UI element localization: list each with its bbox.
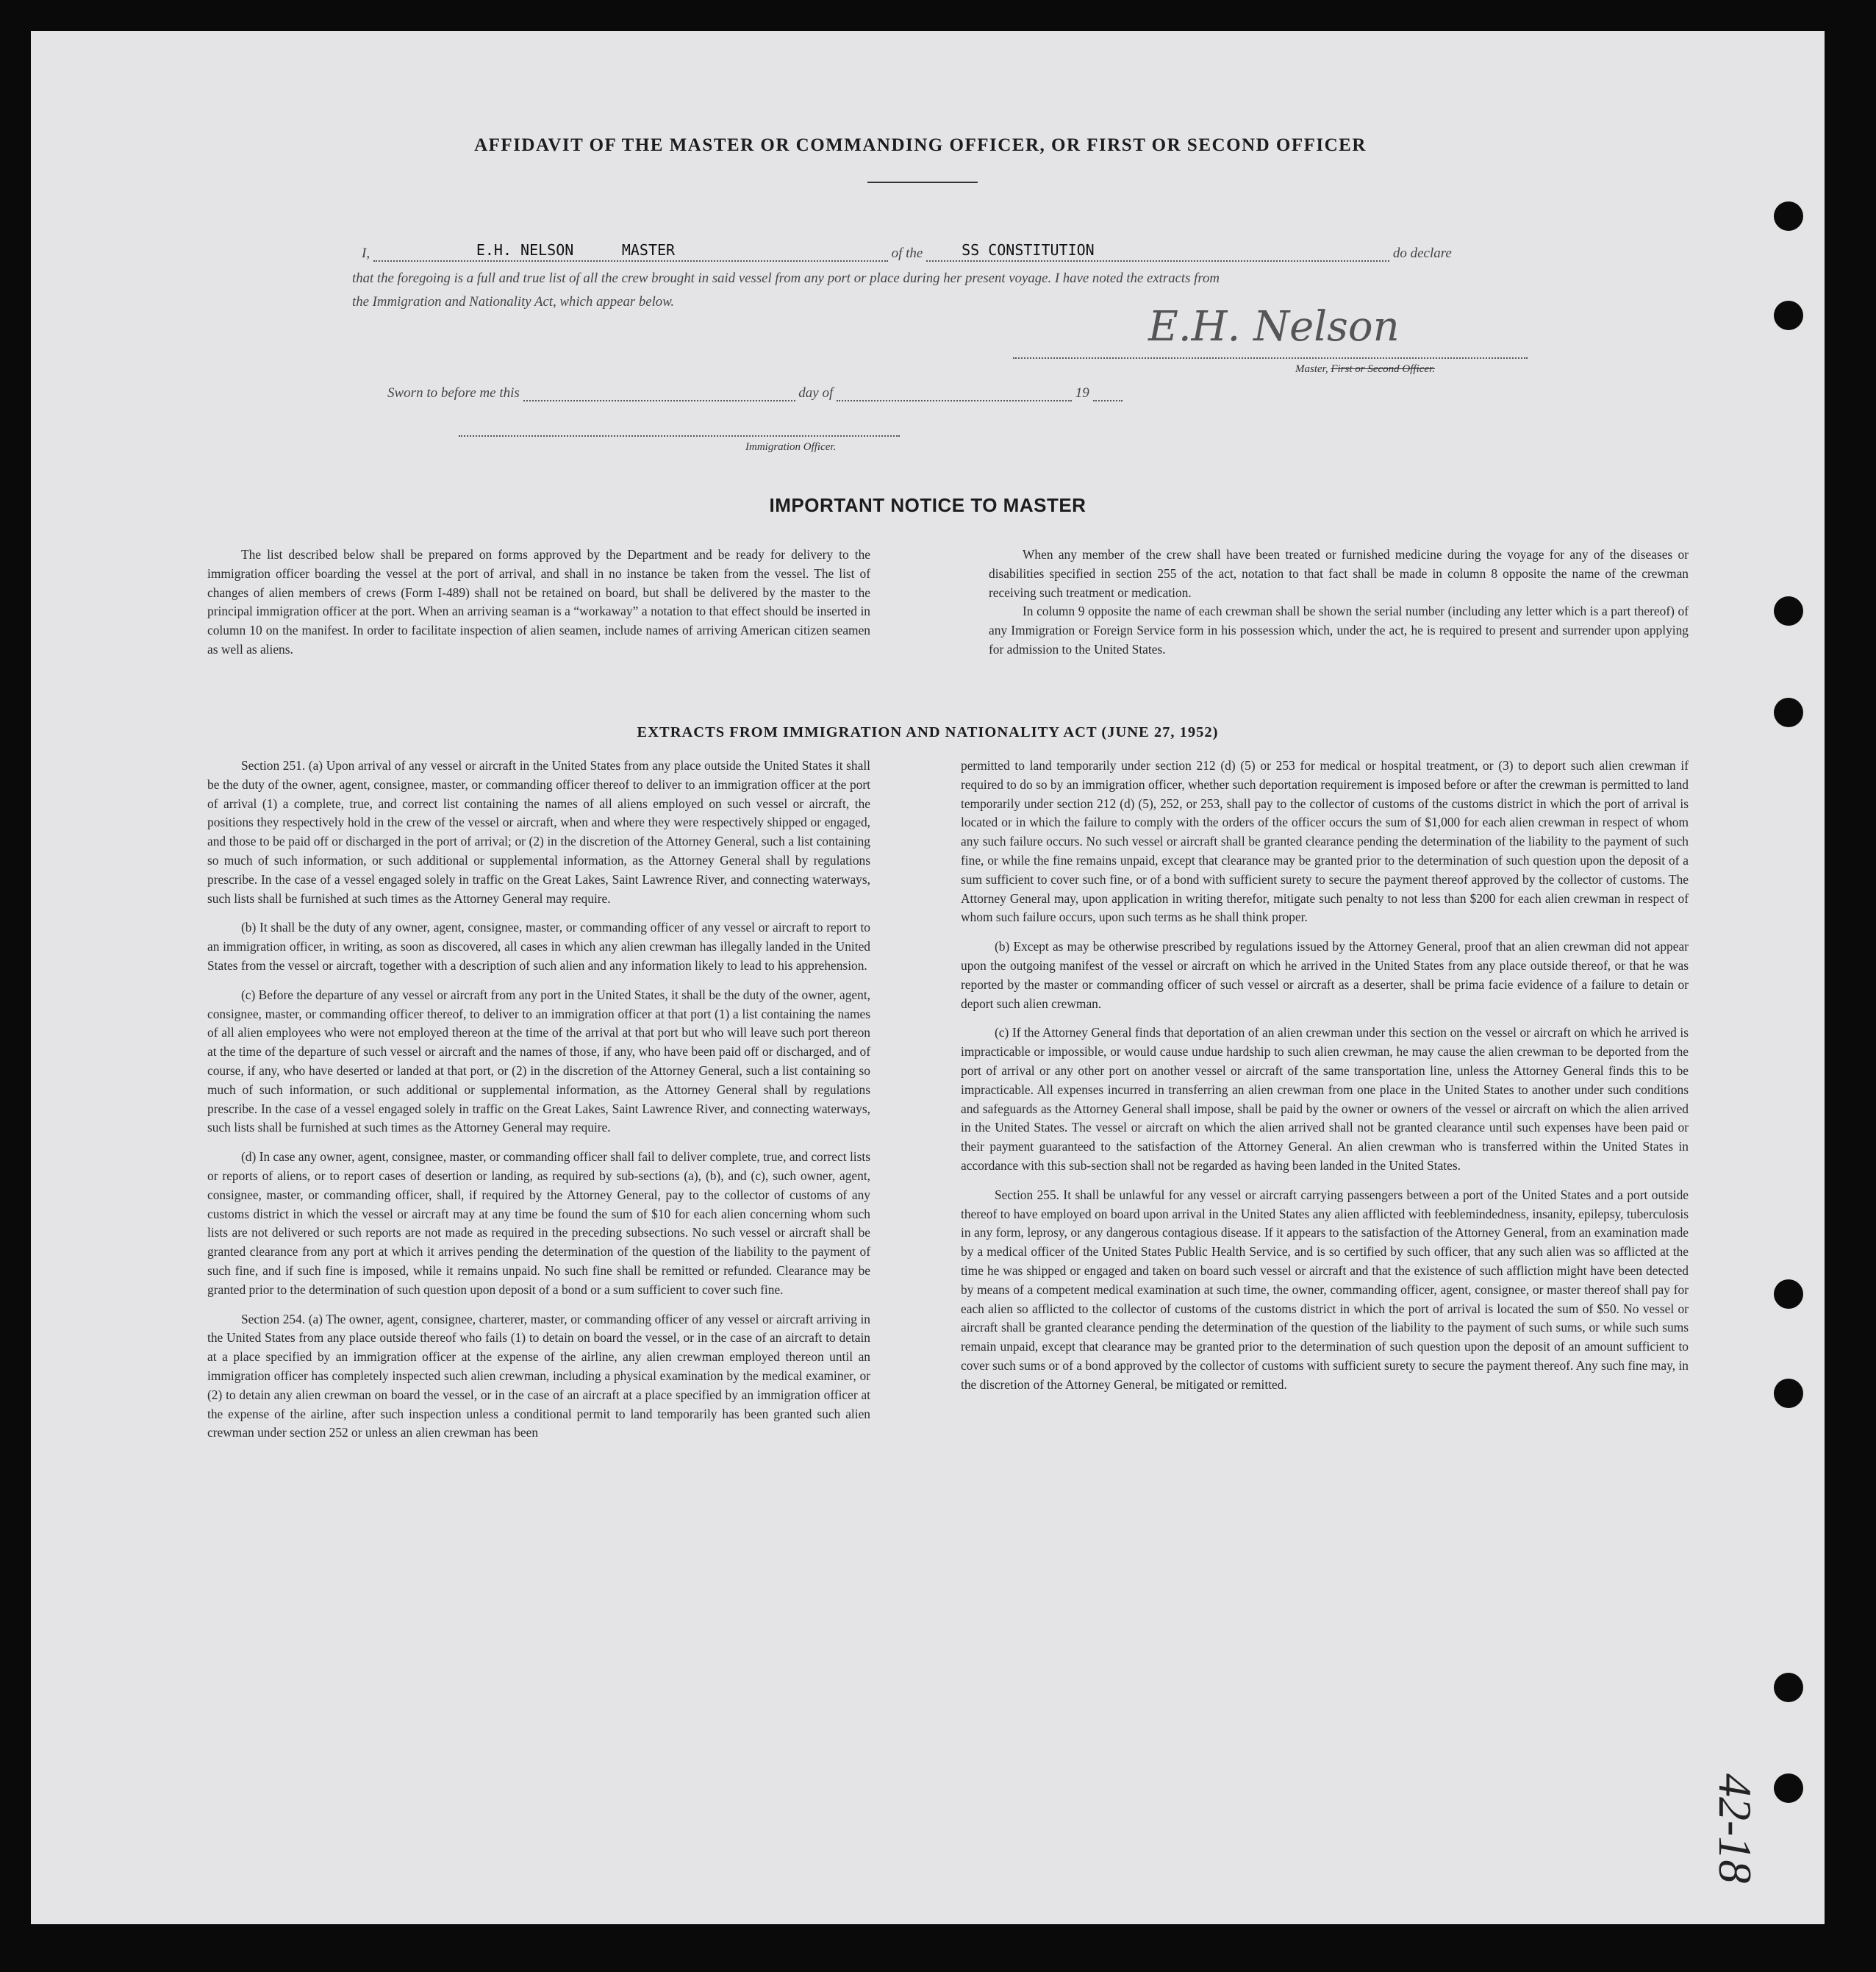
- punch-hole: [1774, 301, 1803, 330]
- punch-hole: [1774, 596, 1803, 626]
- vessel-field: [926, 241, 1389, 262]
- declarant-line: [362, 241, 1452, 262]
- do-declare-label: do declare: [1392, 246, 1452, 261]
- section-paragraph: (b) Except as may be otherwise prescribed by regulations issued by the Attorney General, proof that an alien crewman did not appear upon the outgoing manifest of the vessel or aircraft on which he arrived in the United States from any place outside thereof, or that he was reported by the master or commanding officer of such vessel or aircraft as a deserter, shall be prima facie evidence of a failure to detain or deport such alien crewman.: [961, 939, 1689, 1011]
- section-paragraph: Section 251. (a) Upon arrival of any vessel or aircraft in the United States from any place outside the United States it shall be the duty of the owner, agent, consignee, master, or commanding officer thereof to deliver to an immigration officer at the port of arrival (1) a complete, true, and correct list containing the names of all aliens employed on such vessel or aircraft, the positions they respectively hold in the crew of the vessel or aircraft, when and where they were respectively shipped or engaged, and those to be paid off or discharged in the port of arrival; or (2) in the discretion of the Attorney General, such a list containing so much of such information, or such additional or supplemental information, as the Attorney General shall by regulations prescribe. In the case of a vessel engaged solely in traffic on the Great Lakes, Saint Lawrence River, and connecting waterways, such lists shall be furnished at such times as the Attorney General may require.: [207, 758, 870, 906]
- sworn-year-field: [1093, 384, 1123, 401]
- sworn-month-field: [837, 384, 1072, 401]
- punch-hole: [1774, 201, 1803, 231]
- section-paragraph: (c) Before the departure of any vessel or aircraft from any port in the United States, it shall be the duty of the owner, agent, consignee, master, or commanding officer thereof, to deliver to an immigration officer at that port (1) a list containing the names of all alien employees who were not employed thereon at the time of the arrival at that port but who will leave such port thereon at the time of the departure of such vessel or aircraft and the names of those, if any, who have been paid off or discharged, and of course, if any, who have deserted or landed at that port, or (2) in the discretion of the Attorney General, such a list containing so much of such information, or such additional or supplemental information, as the Attorney General shall by regulations prescribe. In the case of a vessel engaged solely in traffic on the Great Lakes, Saint Lawrence River, and connecting waterways, such lists shall be furnished at such times as the Attorney General may require.: [207, 987, 870, 1135]
- declaration-line-1: that the foregoing is a full and true list of all the crew brought in said vessel from any port or place during her present voyage. I have noted the extracts from: [352, 271, 1220, 286]
- of-the-label: of the: [891, 246, 923, 261]
- role-typed: MASTER: [621, 241, 676, 259]
- i-label: I,: [362, 246, 370, 261]
- notice-paragraph: In column 9 opposite the name of each crewman shall be shown the serial number (including any letter which is a part thereof) of any Immigration or Foreign Service form in his possession which, under the act, he is required to present and surrender upon applying for admission to the United States.: [989, 604, 1689, 657]
- affidavit-title: AFFIDAVIT OF THE MASTER OR COMMANDING OFFICER, OR FIRST OR SECOND OFFICER: [474, 135, 1367, 155]
- signature-caption-struck: First or Second Officer.: [1331, 363, 1435, 375]
- section-paragraph: (d) In case any owner, agent, consignee, master, or commanding officer shall fail to deliver complete, true, and correct lists or reports of aliens, or to report cases of desertion or landing, as required by sub-sections (a), (b), and (c), such owner, agent, consignee, master, or commanding officer, shall, if required by the Attorney General, pay to the collector of customs of any customs district in which the vessel or aircraft may at any time be found the sum of $10 for each alien concerning whom such lists are not delivered or such reports are not made as required in the preceding subsections. No such vessel or aircraft shall be granted clearance from any port at which it arrives pending the determination of the question of the liability to the payment of such fine, and if such fine is imposed, while it remains unpaid. No such fine shall be remitted or refunded. Clearance may be granted prior to the determination of such question upon deposit of a bond or a sum sufficient to cover such fine.: [207, 1149, 870, 1297]
- notice-left-column: [207, 546, 870, 660]
- document-page: [31, 31, 1825, 1924]
- section-paragraph: (b) It shall be the duty of any owner, agent, consignee, master, or commanding officer of any vessel or aircraft to report to an immigration officer, in writing, as soon as discovered, all cases in which any alien crewman has illegally landed in the United States from the vessel or aircraft, together with a description of such alien and any information likely to lead to his apprehension.: [207, 920, 870, 973]
- section-paragraph: Section 255. It shall be unlawful for any vessel or aircraft carrying passengers between a port of the United States and a port outside thereof to have employed on board upon arrival in the United States any alien afflicted with feeblemindedness, insanity, epilepsy, tuberculosis in any form, leprosy, or any dangerous contagious disease. If it appears to the satisfaction of the Attorney General, from an examination made by a medical officer of the United States Public Health Service, and is so certified by such officer, that any such alien was so afflicted at the time he was shipped or engaged and taken on board such vessel or aircraft and that the existence of such affliction might have been detected by means of a competent medical examination at such time, the owner, commanding officer, agent, consignee, or master thereof shall pay for each alien so afflicted to the collector of customs of the customs district in which the port of arrival is located the sum of $50. No vessel or aircraft shall be granted clearance pending the determination of the question of the liability to the payment of such sums, or while such sums remain unpaid, except that clearance may be granted prior to the determination of such question upon the deposit of an amount sufficient to cover such sums or of a bond approved by the collector of customs with sufficient surety to secure the payment thereof. Any such fine may, in the discretion of the Attorney General, be mitigated or remitted.: [961, 1187, 1689, 1392]
- section-paragraph: permitted to land temporarily under section 212 (d) (5) or 253 for medical or hospital treatment, or (3) to deport such alien crewman if required to do so by an immigration officer, whether such deportation requirement is imposed before or after the crewman is permitted to land temporarily under section 212 (d) (5), 252, or 253, shall pay to the collector of customs of the customs district in which the port of arrival is located or in which the failure to comply with the orders of the officer occurs the sum of $1,000 for each alien crewman in respect of whom any such failure occurs. No such vessel or aircraft shall be granted clearance pending the determination of the liability to the payment of such fine, or while the fine remains unpaid, except that clearance may be granted prior to the determination of such question upon the deposit of a sum sufficient to cover such fine, or of a bond with sufficient surety to secure the payment thereof approved by the collector of customs. The Attorney General may, upon application in writing therefor, mitigate such penalty to not less than $200 for each alien crewman in respect of whom such failure occurs, upon such terms as he shall think proper.: [961, 758, 1689, 925]
- signature-caption: [1295, 363, 1435, 376]
- notice-paragraph: When any member of the crew shall have been treated or furnished medicine during the voyage for any of the diseases or disabilities specified in section 255 of the act, notation to that fact shall be made in column 8 opposite the name of the crewman receiving such treatment or medication.: [989, 547, 1689, 600]
- extracts-left-column: [207, 757, 870, 1453]
- year-label: 19: [1075, 385, 1089, 401]
- handwritten-page-number: 42-18: [1709, 1773, 1761, 1884]
- master-signature: E.H. Nelson: [1148, 303, 1400, 351]
- title-rule: [867, 182, 978, 183]
- punch-hole: [1774, 1673, 1803, 1702]
- immigration-officer-line: [459, 435, 900, 437]
- sworn-line: [387, 384, 1123, 401]
- name-typed: E.H. NELSON: [476, 241, 574, 259]
- vessel-typed: SS CONSTITUTION: [962, 241, 1095, 259]
- punch-hole: [1774, 1279, 1803, 1309]
- section-paragraph: (c) If the Attorney General finds that deportation of an alien crewman under this section on the vessel or aircraft on which he arrived is impracticable or impossible, or would cause undue hardship to such alien crewman, he may cause the alien crewman to be deported from the port of arrival or any other port on another vessel or aircraft of the same transportation line, unless the Attorney General finds this to be impracticable. All expenses incurred in transferring an alien crewman from one place in the United States to another under such conditions and safeguards as the Attorney General shall impose, shall be paid by the owner or owners of the vessel or aircraft on which the alien arrived in the United States. The vessel or aircraft on which the alien arrived shall not be granted clearance until such expenses have been paid or their payment guaranteed to the satisfaction of the Attorney General. An alien crewman who is transferred within the United States in accordance with this sub-section shall not be regarded as having been landed in the United States.: [961, 1025, 1689, 1173]
- punch-hole: [1774, 1379, 1803, 1408]
- punch-hole: [1774, 1773, 1803, 1803]
- notice-right-column: [989, 546, 1689, 660]
- extracts-title: EXTRACTS FROM IMMIGRATION AND NATIONALITY ACT (JUNE 27, 1952): [637, 724, 1219, 740]
- immigration-officer-caption: Immigration Officer.: [745, 441, 837, 453]
- signature-caption-master: Master,: [1295, 363, 1328, 375]
- signature-line: [1013, 357, 1528, 359]
- notice-paragraph: The list described below shall be prepared on forms approved by the Department and be ready for delivery to the immigration officer boarding the vessel at the port of arrival, and shall in no instance be taken from the vessel. The list of changes of alien members of crews (Form I-489) shall not be retained on board, but shall be delivered by the master to the principal immigration officer at the port. When an arriving seaman is a “workaway” a notation to that effect should be inserted in column 10 on the manifest. In order to facilitate inspection of alien seamen, include names of arriving American citizen seamen as well as aliens.: [207, 547, 870, 657]
- name-field: [373, 241, 888, 262]
- sworn-label: Sworn to before me this: [387, 385, 520, 401]
- extracts-right-column: [961, 757, 1689, 1405]
- day-of-label: day of: [798, 385, 834, 401]
- sworn-day-field: [523, 384, 795, 401]
- section-paragraph: Section 254. (a) The owner, agent, consignee, charterer, master, or commanding officer of any vessel or aircraft arriving in the United States from any place outside thereof who fails (1) to detain on board the vessel, or in the case of an aircraft to detain at a place specified by an immigration officer at the expense of the airline, any alien crewman employed thereon until an immigration officer has completely inspected such alien crewman, including a physical examination by the medical examiner, or (2) to detain any alien crewman on board the vessel, or in the case of an aircraft at a place specified by an immigration officer at the expense of the airline, after such inspection unless a conditional permit to land temporarily has been granted such alien crewman under section 252 or unless an alien crewman has been: [207, 1311, 870, 1440]
- declaration-line-2: the Immigration and Nationality Act, which appear below.: [352, 294, 675, 310]
- punch-hole: [1774, 698, 1803, 727]
- notice-title: IMPORTANT NOTICE TO MASTER: [769, 494, 1086, 516]
